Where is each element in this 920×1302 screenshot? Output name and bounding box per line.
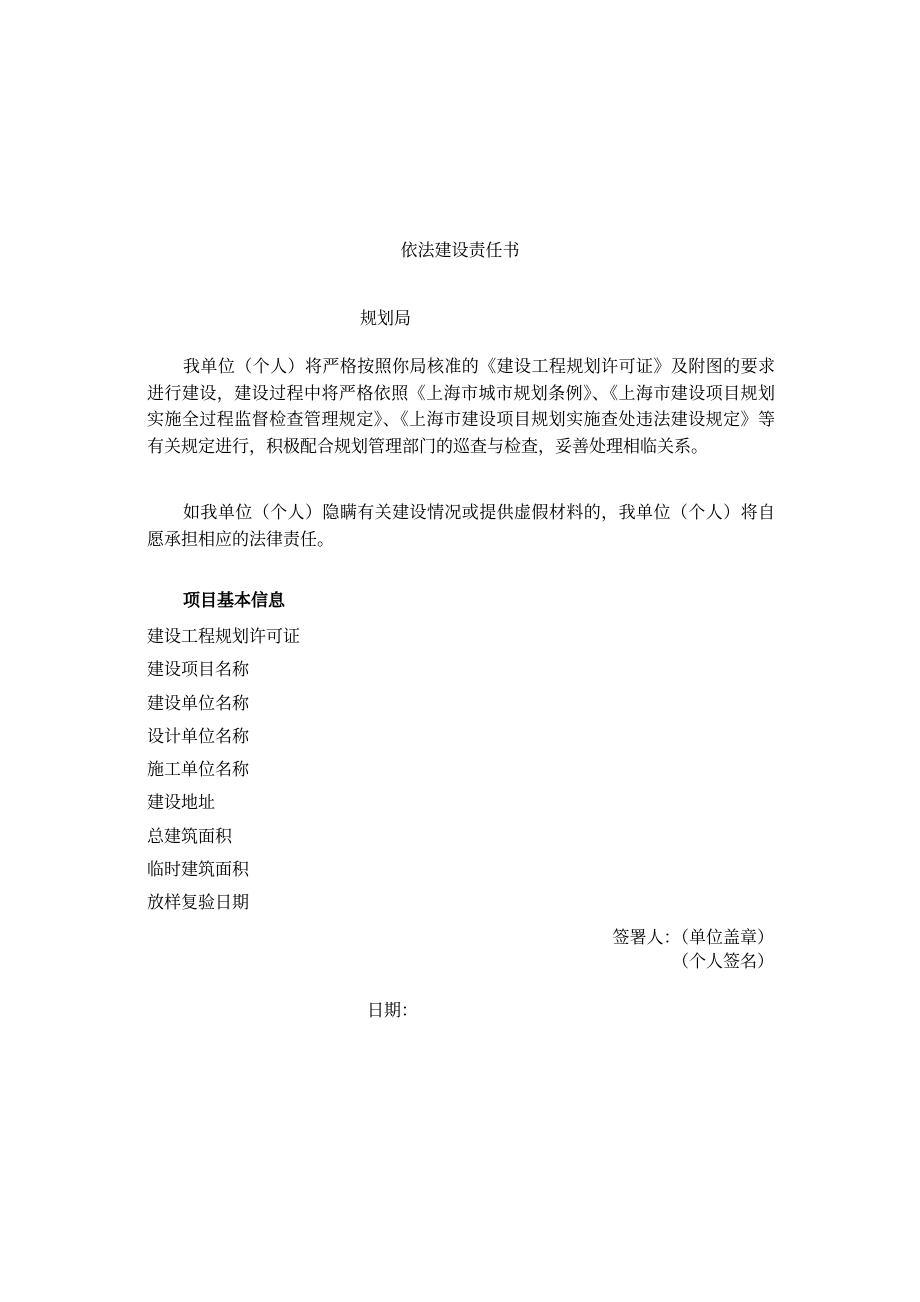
signer-line-personal-signature: （个人签名） xyxy=(672,952,774,972)
info-item-total-area: 总建筑面积 xyxy=(147,826,232,847)
paragraph-liability: 如我单位（个人）隐瞒有关建设情况或提供虚假材料的，我单位（个人）将自愿承担相应的法律责任。 xyxy=(147,503,775,550)
info-item-address: 建设地址 xyxy=(147,793,215,814)
paragraph-commitment: 我单位（个人）将严格按照你局核准的《建设工程规划许可证》及附图的要求进行建设，建设过程中将严格依照《上海市城市规划条例》、《上海市建设项目规划实施全过程监督检查管理规定》、《上海市建设项目规划实施查处违法建设规定》等有关规定进行，积极配合规划管理部门的巡查与检查，妥善处理相临关系。 xyxy=(147,357,775,457)
signer-block xyxy=(613,926,775,974)
project-info-list xyxy=(147,624,300,924)
info-item-designer-name: 设计单位名称 xyxy=(147,726,249,747)
info-item-project-name: 建设项目名称 xyxy=(147,660,249,681)
info-item-recheck-date: 放样复验日期 xyxy=(147,893,249,914)
date-label: 日期： xyxy=(367,1001,418,1021)
signer-line-unit-seal: 签署人：（单位盖章） xyxy=(612,928,774,948)
info-item-builder-name: 建设单位名称 xyxy=(147,693,249,714)
document-title: 依法建设责任书 xyxy=(400,241,520,261)
info-item-permit: 建设工程规划许可证 xyxy=(147,627,300,647)
recipient: 规划局 xyxy=(360,309,411,329)
section-title-project-info: 项目基本信息 xyxy=(183,591,285,611)
info-item-temp-area: 临时建筑面积 xyxy=(147,860,249,881)
info-item-contractor-name: 施工单位名称 xyxy=(147,760,249,781)
